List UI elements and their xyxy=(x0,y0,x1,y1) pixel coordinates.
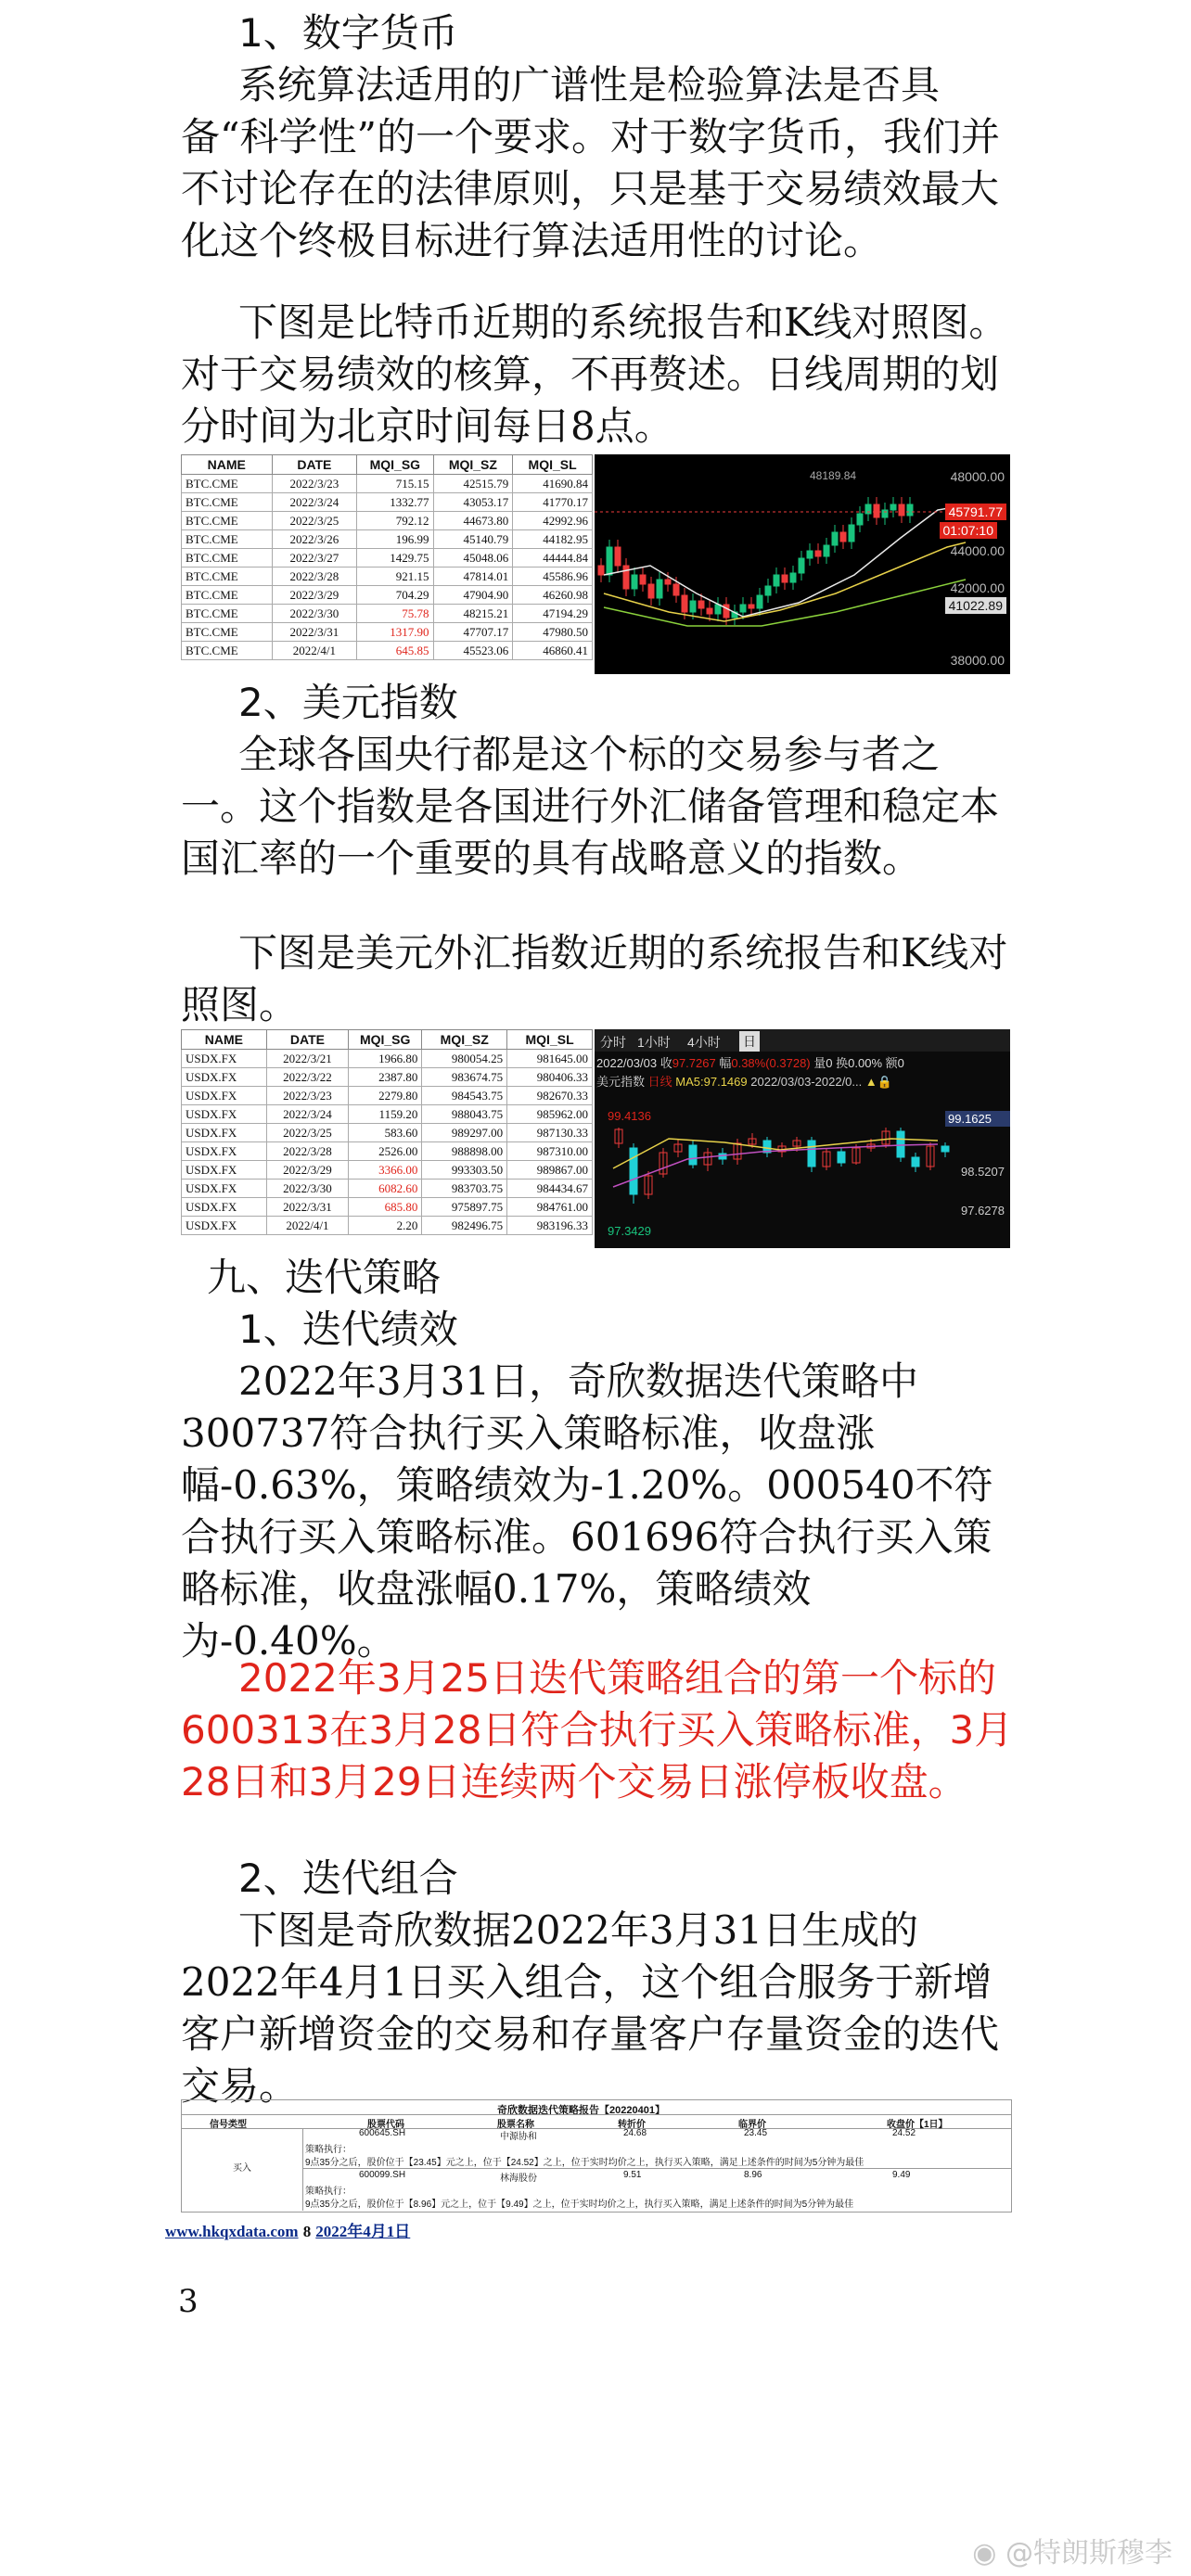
btc-kline-chart xyxy=(595,454,1010,674)
table-cell: 983196.33 xyxy=(507,1217,593,1235)
table-row xyxy=(182,1124,593,1142)
ma-line xyxy=(613,1144,938,1187)
close-price: 9.49 xyxy=(892,2170,911,2180)
candle xyxy=(799,558,804,573)
table-cell: 2526.00 xyxy=(349,1142,422,1161)
table-cell: 1429.75 xyxy=(357,549,433,567)
candle xyxy=(808,1141,815,1167)
table-row xyxy=(182,493,593,512)
footer xyxy=(165,2218,410,2241)
table-cell: 2022/3/29 xyxy=(272,586,357,605)
table-row xyxy=(182,530,593,549)
table-cell: 44182.95 xyxy=(513,530,593,549)
stock-code: 600099.SH xyxy=(359,2170,406,2180)
table-cell: 984543.75 xyxy=(422,1087,507,1105)
candle xyxy=(832,532,838,545)
table-cell: 2022/4/1 xyxy=(266,1217,348,1235)
candle xyxy=(757,595,762,608)
turn-price: 9.51 xyxy=(623,2170,642,2180)
turn-price: 24.68 xyxy=(623,2128,647,2138)
table-cell: 47194.29 xyxy=(513,605,593,623)
col-header: MQI_SL xyxy=(507,1030,593,1050)
exec-label: 策略执行： xyxy=(305,2145,352,2155)
subheading: 1、迭代绩效 xyxy=(238,1307,458,1352)
table-cell: 45140.79 xyxy=(433,530,513,549)
section-heading-digital-currency: 1、数字货币 xyxy=(238,10,458,56)
table-cell: 980054.25 xyxy=(422,1050,507,1068)
btc-candles xyxy=(595,454,1010,674)
table-cell: 2022/3/30 xyxy=(266,1180,348,1198)
table-cell: USDX.FX xyxy=(182,1050,267,1068)
candle xyxy=(890,504,896,510)
table-cell: 989867.00 xyxy=(507,1161,593,1180)
table-cell: 975897.75 xyxy=(422,1198,507,1217)
candle xyxy=(623,566,629,589)
table-row xyxy=(182,1198,593,1217)
table-cell: BTC.CME xyxy=(182,549,273,567)
subheading: 2、迭代组合 xyxy=(238,1855,458,1901)
table-cell: 44444.84 xyxy=(513,549,593,567)
table-cell: 2022/3/24 xyxy=(272,493,357,512)
candle xyxy=(840,532,846,542)
range-label: 2022/03/03-2022/0... xyxy=(750,1075,863,1089)
table-cell: 45048.06 xyxy=(433,549,513,567)
critical-price: 23.45 xyxy=(744,2128,768,2138)
col-header: DATE xyxy=(272,455,357,475)
table-cell: 2022/3/23 xyxy=(272,475,357,493)
table-cell: 1966.80 xyxy=(349,1050,422,1068)
tab-1h[interactable]: 1小时 xyxy=(637,1035,671,1050)
amount-label: 额 xyxy=(885,1056,898,1070)
table-cell: 645.85 xyxy=(357,642,433,660)
paragraph: 下图是比特币近期的系统报告和K线对照图。对于交易绩效的核算，不再赘述。日线周期的划分时间为北京时间每日8点。 xyxy=(181,300,1008,449)
table-cell: 2022/3/31 xyxy=(266,1198,348,1217)
table-cell: BTC.CME xyxy=(182,475,273,493)
page-number: 3 xyxy=(178,2283,198,2320)
table-cell: 41770.17 xyxy=(513,493,593,512)
table-cell: 1159.20 xyxy=(349,1105,422,1124)
candle xyxy=(607,547,612,575)
candle xyxy=(857,514,863,525)
table-cell: 715.15 xyxy=(357,475,433,493)
table-cell: 2022/3/29 xyxy=(266,1161,348,1180)
table-cell: 47814.01 xyxy=(433,567,513,586)
table-cell: BTC.CME xyxy=(182,512,273,530)
stock-name: 林海股份 xyxy=(500,2174,537,2184)
table-cell: 2022/3/31 xyxy=(272,623,357,642)
table-cell: 196.99 xyxy=(357,530,433,549)
table-cell: BTC.CME xyxy=(182,623,273,642)
current-price-badge: 45791.77 xyxy=(945,504,1006,520)
close-label: 收 xyxy=(660,1056,672,1070)
usd-report-table xyxy=(181,1029,593,1235)
ma-label: MA5:97.1469 xyxy=(675,1075,748,1089)
table-cell: 48215.21 xyxy=(433,605,513,623)
candle xyxy=(941,1146,949,1152)
strategy-report xyxy=(181,2099,1012,2213)
countdown-badge: 01:07:10 xyxy=(940,522,998,539)
watermark-text: @特朗斯穆李 xyxy=(1005,2537,1172,2570)
table-cell: 47707.17 xyxy=(433,623,513,642)
table-row xyxy=(182,605,593,623)
table-cell: 2022/3/25 xyxy=(272,512,357,530)
candle xyxy=(807,551,813,558)
lock-icon: ▲🔒 xyxy=(864,1075,892,1089)
col-header: MQI_SL xyxy=(513,455,593,475)
table-cell: 2022/3/21 xyxy=(266,1050,348,1068)
stock-code: 600645.SH xyxy=(359,2128,406,2138)
table-cell: 2022/3/28 xyxy=(266,1142,348,1161)
close-value: 97.7267 xyxy=(672,1056,716,1070)
candle xyxy=(673,584,679,595)
table-cell: 2022/3/25 xyxy=(266,1124,348,1142)
footer-number: 8 xyxy=(302,2223,312,2240)
table-cell: 704.29 xyxy=(357,586,433,605)
highlight-paragraph: 2022年3月25日迭代策略组合的第一个标的600313在3月28日符合执行买入策略标准，3月28日和3月29日连续两个交易日涨停板收盘。 xyxy=(181,1655,1014,1804)
table-cell: 2022/3/27 xyxy=(272,549,357,567)
table-cell: 2022/4/1 xyxy=(272,642,357,660)
table-cell: 44673.80 xyxy=(433,512,513,530)
table-cell: 2022/3/22 xyxy=(266,1068,348,1087)
candle xyxy=(899,504,904,516)
exec-label: 策略执行： xyxy=(305,2187,352,2197)
tab-day[interactable]: 日 xyxy=(739,1031,760,1052)
candle xyxy=(682,595,687,612)
table-cell: 43053.17 xyxy=(433,493,513,512)
axis-label: 48000.00 xyxy=(950,469,1005,484)
table-cell: 6082.60 xyxy=(349,1180,422,1198)
axis-label: 38000.00 xyxy=(950,653,1005,668)
info-date: 2022/03/03 xyxy=(596,1056,658,1070)
table-cell: 985962.00 xyxy=(507,1105,593,1124)
candle xyxy=(657,580,662,598)
table-cell: USDX.FX xyxy=(182,1068,267,1087)
table-cell: BTC.CME xyxy=(182,530,273,549)
candle xyxy=(740,605,746,612)
candle xyxy=(640,575,646,584)
candle xyxy=(838,1152,845,1163)
table-cell: 2387.80 xyxy=(349,1068,422,1087)
table-cell: 685.80 xyxy=(349,1198,422,1217)
table-cell: 3366.00 xyxy=(349,1161,422,1180)
btc-report-table xyxy=(181,454,593,660)
axis-label: 98.5207 xyxy=(961,1165,1005,1179)
table-cell: USDX.FX xyxy=(182,1180,267,1198)
table-cell: 42992.96 xyxy=(513,512,593,530)
table-row xyxy=(182,1068,593,1087)
site-link[interactable]: www.hkqxdata.com xyxy=(165,2223,299,2240)
high-label: 48189.84 xyxy=(810,469,857,482)
table-cell: USDX.FX xyxy=(182,1217,267,1235)
table-row xyxy=(182,1105,593,1124)
candle xyxy=(897,1131,904,1157)
usd-candles xyxy=(595,1029,1010,1248)
table-cell: 981645.00 xyxy=(507,1050,593,1068)
amount-value: 0 xyxy=(897,1056,904,1070)
candle xyxy=(715,605,721,614)
table-cell: 982670.33 xyxy=(507,1087,593,1105)
col-header: MQI_SG xyxy=(357,455,433,475)
candle xyxy=(690,601,696,612)
turnover-label: 换 xyxy=(836,1056,849,1070)
candle xyxy=(790,573,796,582)
change-value: 0.38%(0.3728) xyxy=(731,1056,811,1070)
table-cell: 1332.77 xyxy=(357,493,433,512)
tab-fenshi[interactable]: 分时 xyxy=(600,1035,626,1050)
table-cell: 988043.75 xyxy=(422,1105,507,1124)
candle xyxy=(874,504,879,517)
table-cell: 583.60 xyxy=(349,1124,422,1142)
table-row xyxy=(182,1217,593,1235)
table-cell: 993303.50 xyxy=(422,1161,507,1180)
axis-label: 99.1625 xyxy=(945,1111,1010,1127)
table-row xyxy=(182,567,593,586)
table-cell: 46860.41 xyxy=(513,642,593,660)
col-header: 收盘价【1日】 xyxy=(887,2120,948,2130)
candle xyxy=(630,1148,637,1194)
candle xyxy=(665,580,671,584)
high-label: 99.4136 xyxy=(608,1109,651,1123)
volume-label: 量 xyxy=(813,1056,826,1070)
col-header: NAME xyxy=(182,1030,267,1050)
turnover-value: 0.00% xyxy=(848,1056,883,1070)
weibo-icon: ◉ xyxy=(972,2537,997,2570)
paragraph: 下图是美元外汇指数近期的系统报告和K线对照图。 xyxy=(181,930,1008,1027)
tab-4h[interactable]: 4小时 xyxy=(687,1035,721,1050)
table-cell: 984434.67 xyxy=(507,1180,593,1198)
paragraph: 系统算法适用的广谱性是检验算法是否具备“科学性”的一个要求。对于数字货币，我们并不讨论存在的法律原则，只是基于交易绩效最大化这个终极目标进行算法适用性的讨论。 xyxy=(181,62,1000,263)
chart-title: 美元指数 xyxy=(596,1075,646,1089)
candle xyxy=(749,605,754,608)
table-cell: 1317.90 xyxy=(357,623,433,642)
table-cell: 46260.98 xyxy=(513,586,593,605)
table-cell: 988898.00 xyxy=(422,1142,507,1161)
table-cell: 989297.00 xyxy=(422,1124,507,1142)
report-title: 奇欣数据迭代策略报告【20220401】 xyxy=(497,2105,665,2116)
table-cell: USDX.FX xyxy=(182,1105,267,1124)
table-cell: 984761.00 xyxy=(507,1198,593,1217)
table-row xyxy=(182,475,593,493)
low-label: 97.3429 xyxy=(608,1224,651,1238)
table-row xyxy=(182,1161,593,1180)
watermark xyxy=(972,2530,1172,2570)
candle xyxy=(882,510,888,517)
footer-date: 2022年4月1日 xyxy=(315,2223,411,2240)
table-row xyxy=(182,1050,593,1068)
table-cell: 982496.75 xyxy=(422,1217,507,1235)
table-cell: 921.15 xyxy=(357,567,433,586)
table-cell: BTC.CME xyxy=(182,605,273,623)
candle xyxy=(912,1157,919,1167)
exec-desc: 9点35分之后，股价位于【8.96】元之上，位于【9.49】之上，位于实时均价之上，执行买入策略，满足上述条件的时间为5分钟为最佳 xyxy=(305,2200,854,2210)
col-header: 股票名称 xyxy=(497,2120,534,2130)
table-cell: 75.78 xyxy=(357,605,433,623)
section-heading-iteration: 九、迭代策略 xyxy=(207,1255,442,1300)
table-cell: USDX.FX xyxy=(182,1124,267,1142)
usd-kline-chart xyxy=(595,1029,1010,1248)
col-header: MQI_SZ xyxy=(433,455,513,475)
paragraph: 全球各国央行都是这个标的交易参与者之一。这个指数是各国进行外汇储备管理和稳定本国汇率的一个重要的具有战略意义的指数。 xyxy=(181,732,1000,881)
table-cell: 2022/3/28 xyxy=(272,567,357,586)
candle xyxy=(765,586,771,595)
table-cell: USDX.FX xyxy=(182,1087,267,1105)
candle xyxy=(632,575,637,589)
table-cell: 987310.00 xyxy=(507,1142,593,1161)
col-header: MQI_SZ xyxy=(422,1030,507,1050)
table-cell: BTC.CME xyxy=(182,586,273,605)
candle xyxy=(707,608,712,614)
ma-line xyxy=(604,505,966,617)
table-cell: 980406.33 xyxy=(507,1068,593,1087)
candle xyxy=(598,566,604,575)
table-cell: 2022/3/23 xyxy=(266,1087,348,1105)
paragraph: 下图是奇欣数据2022年3月31日生成的2022年4月1日买入组合，这个组合服务于新增客户新增资金的交易和存量客户存量资金的迭代交易。 xyxy=(181,1907,1000,2109)
signal-type: 买入 xyxy=(233,2163,251,2174)
table-cell: BTC.CME xyxy=(182,493,273,512)
table-row xyxy=(182,586,593,605)
table-cell: 2279.80 xyxy=(349,1087,422,1105)
table-cell: 983703.75 xyxy=(422,1180,507,1198)
paragraph: 2022年3月31日，奇欣数据迭代策略中300737符合执行买入策略标准，收盘涨幅-0.63%，策略绩效为-1.20%。000540不符合执行买入策略标准。601696符合执行买入策略标准，收盘涨幅0.17%，策略绩效为-0.40%。 xyxy=(181,1358,993,1664)
table-cell: 2022/3/26 xyxy=(272,530,357,549)
table-row xyxy=(182,642,593,660)
axis-label: 97.6278 xyxy=(961,1204,1005,1218)
table-row xyxy=(182,1142,593,1161)
table-cell: 45523.06 xyxy=(433,642,513,660)
period-label: 日线 xyxy=(647,1075,672,1089)
table-cell: 41690.84 xyxy=(513,475,593,493)
candle xyxy=(824,545,829,556)
volume-value: 0 xyxy=(826,1056,833,1070)
col-header: 转折价 xyxy=(618,2120,646,2130)
table-row xyxy=(182,1087,593,1105)
close-price: 24.52 xyxy=(892,2128,916,2138)
candle xyxy=(774,575,779,586)
table-cell: USDX.FX xyxy=(182,1161,267,1180)
candle xyxy=(689,1145,697,1165)
candle xyxy=(815,551,821,556)
candle xyxy=(698,601,704,608)
table-cell: USDX.FX xyxy=(182,1198,267,1217)
table-cell: BTC.CME xyxy=(182,642,273,660)
table-cell: 792.12 xyxy=(357,512,433,530)
axis-label: 42000.00 xyxy=(950,580,1005,595)
table-row xyxy=(182,1180,593,1198)
table-row xyxy=(182,512,593,530)
table-cell: 987130.33 xyxy=(507,1124,593,1142)
candle xyxy=(849,525,854,542)
candle xyxy=(782,575,788,582)
critical-price: 8.96 xyxy=(744,2170,762,2180)
col-header: 股票代码 xyxy=(367,2120,404,2130)
table-cell: BTC.CME xyxy=(182,567,273,586)
table-cell: 47980.50 xyxy=(513,623,593,642)
change-label: 幅 xyxy=(719,1056,732,1070)
axis-label: 44000.00 xyxy=(950,543,1005,558)
col-header: MQI_SG xyxy=(349,1030,422,1050)
table-cell: 2.20 xyxy=(349,1217,422,1235)
table-row xyxy=(182,623,593,642)
table-cell: 47904.90 xyxy=(433,586,513,605)
stock-name: 中源协和 xyxy=(500,2132,537,2142)
candle xyxy=(648,584,654,598)
candle xyxy=(615,547,621,566)
col-header: 临界价 xyxy=(738,2120,766,2130)
col-header: DATE xyxy=(266,1030,348,1050)
table-cell: 42515.79 xyxy=(433,475,513,493)
table-cell: 2022/3/30 xyxy=(272,605,357,623)
table-cell: 45586.96 xyxy=(513,567,593,586)
candle xyxy=(907,504,913,516)
col-header: NAME xyxy=(182,455,273,475)
level-badge: 41022.89 xyxy=(945,597,1006,614)
table-cell: USDX.FX xyxy=(182,1142,267,1161)
section-heading-usd-index: 2、美元指数 xyxy=(238,680,458,725)
table-cell: 2022/3/24 xyxy=(266,1105,348,1124)
table-row xyxy=(182,549,593,567)
candle xyxy=(724,605,729,618)
table-cell: 983674.75 xyxy=(422,1068,507,1087)
exec-desc: 9点35分之后，股价位于【23.45】元之上，位于【24.52】之上，位于实时均价之上，执行买入策略，满足上述条件的时间为5分钟为最佳 xyxy=(305,2158,864,2168)
col-header: 信号类型 xyxy=(210,2120,247,2130)
